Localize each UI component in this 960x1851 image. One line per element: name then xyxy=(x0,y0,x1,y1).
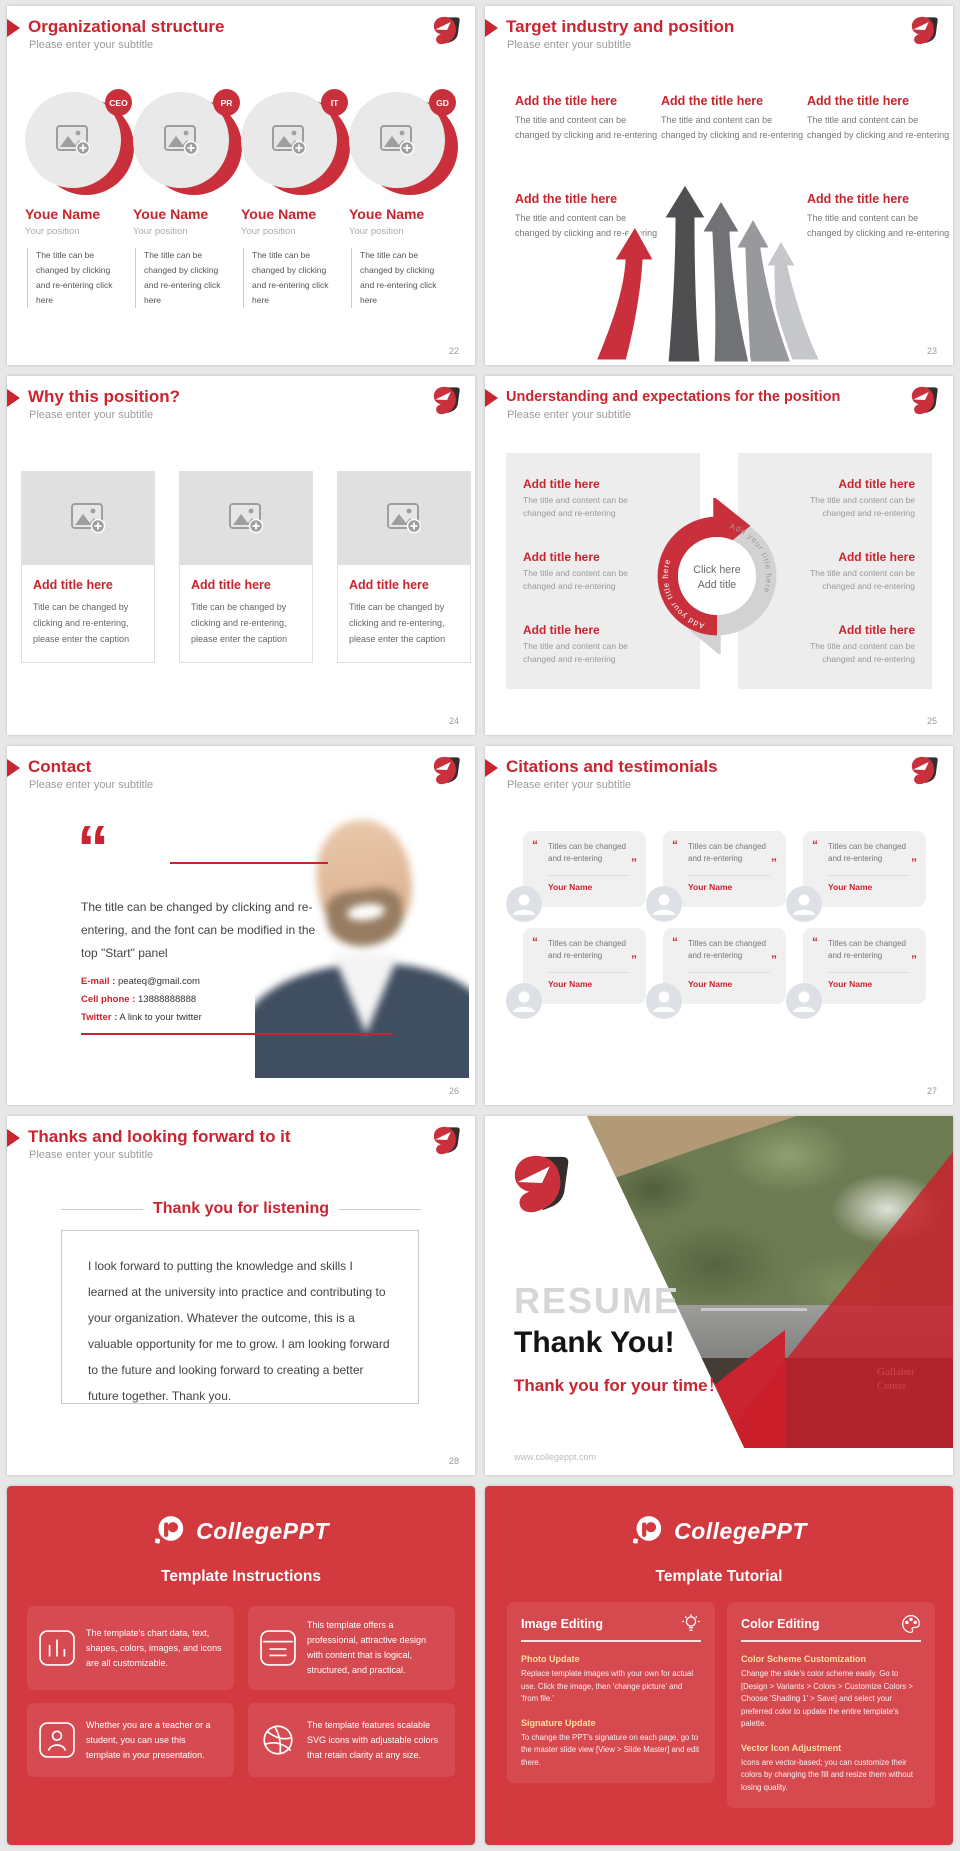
person-avatar-icon xyxy=(646,983,682,1019)
member-name: Youe Name xyxy=(133,206,209,222)
instruction-text: This template offers a professional, attractive design with content that is logical, structured, and practical. xyxy=(307,1620,427,1675)
image-card xyxy=(21,471,155,663)
role-badge: IT xyxy=(321,89,348,116)
person-avatar-icon xyxy=(786,886,822,922)
image-placeholder-icon xyxy=(229,503,263,534)
arc-label-left: Add your title here xyxy=(660,557,706,631)
brand-name: CollegePPT xyxy=(196,1517,329,1544)
item-body: The title and content can be changed and re-entering xyxy=(523,568,628,591)
divider-line xyxy=(170,862,328,864)
image-placeholder-icon xyxy=(71,503,105,534)
testimonial-text: Titles can be changed and re-entering xyxy=(688,939,766,960)
testimonial-name: Your Name xyxy=(548,882,593,892)
instruction-text: Whether you are a teacher or a student, you can use this template in your presentation. xyxy=(86,1719,211,1760)
title-arrow-icon xyxy=(7,759,20,777)
testimonial-text: Titles can be changed and re-entering xyxy=(688,842,766,863)
person-badge-icon xyxy=(39,1722,75,1758)
field-value[interactable]: peateq@gmail.com xyxy=(117,976,200,987)
item-title: Add title here xyxy=(523,550,600,564)
slide-title: Thanks and looking forward to it xyxy=(28,1127,291,1146)
slide-subtitle: Please enter your subtitle xyxy=(507,39,632,51)
contact-field xyxy=(81,994,202,1005)
brand-r-logo-icon xyxy=(432,15,462,45)
quote-close-icon: ” xyxy=(911,953,917,967)
slide-thanks[interactable] xyxy=(7,1116,475,1475)
org-member xyxy=(133,92,231,308)
member-desc: The title can be changed by clicking and re-entering click here xyxy=(135,248,224,308)
contact-field xyxy=(81,1012,202,1023)
brand-row xyxy=(485,1514,953,1548)
page-number: 25 xyxy=(926,716,937,726)
block-title: Add the title here xyxy=(661,94,764,108)
dribbble-ball-icon xyxy=(260,1722,296,1758)
image-placeholder-icon xyxy=(387,503,421,534)
quote-open-icon: “ xyxy=(812,838,818,852)
item-title: Add title here xyxy=(838,623,915,637)
card-body: Title can be changed by clicking and re-entering, please enter the caption xyxy=(191,602,288,644)
page-number: 28 xyxy=(448,1456,459,1466)
thanks-heading: Thank you for listening xyxy=(153,1200,330,1217)
section-heading: Signature Update xyxy=(521,1717,596,1728)
section-heading: Color Scheme Customization xyxy=(741,1654,867,1664)
slide-subtitle: Please enter your subtitle xyxy=(29,39,154,51)
title-arrow-icon xyxy=(7,19,20,37)
brand-r-logo-icon xyxy=(910,385,940,415)
bar-chart-icon xyxy=(39,1630,75,1666)
item-body: The title and content can be changed and re-entering xyxy=(523,641,628,664)
lightbulb-icon xyxy=(681,1614,701,1634)
quote-close-icon: ” xyxy=(631,953,637,967)
brand-r-logo-icon xyxy=(432,385,462,415)
role-badge: PR xyxy=(213,89,240,116)
text-block xyxy=(661,94,805,143)
instruction-card xyxy=(248,1703,455,1777)
tutorial-column-image-editing xyxy=(507,1602,715,1783)
item-body: The title and content can be changed and re-entering xyxy=(810,568,915,591)
member-position: Your position xyxy=(133,226,188,237)
divider-line xyxy=(688,972,770,973)
slide-organizational-structure[interactable] xyxy=(7,6,475,365)
collegeppt-logo-icon xyxy=(631,1514,665,1548)
slide-subtitle: Please enter your subtitle xyxy=(29,1149,154,1161)
circle-center-line2[interactable]: Add title xyxy=(697,579,737,592)
panel-template-tutorial[interactable] xyxy=(485,1486,953,1845)
slide-subtitle: Please enter your subtitle xyxy=(29,409,154,421)
section-body: Replace template images with your own for actual use. Click the image, then 'change picture' and 'from file.' xyxy=(521,1669,694,1703)
slide-target-industry[interactable] xyxy=(485,6,953,365)
page-number: 24 xyxy=(448,716,459,726)
card-title: Add title here xyxy=(349,578,429,592)
slide-title: Why this position? xyxy=(28,387,181,406)
block-body: The title and content can be changed by clicking and re-entering xyxy=(515,213,658,238)
brand-name: CollegePPT xyxy=(674,1517,807,1544)
member-position: Your position xyxy=(241,226,296,237)
brand-r-logo-icon xyxy=(511,1152,573,1214)
closing-title: Thank You! xyxy=(514,1326,675,1359)
image-placeholder[interactable] xyxy=(337,471,471,565)
quote-close-icon: ” xyxy=(771,953,777,967)
resume-watermark: RESUME xyxy=(514,1280,681,1321)
slide-subtitle: Please enter your subtitle xyxy=(507,779,632,791)
field-label: Twitter : xyxy=(81,1012,118,1023)
item-body: The title and content can be changed and re-entering xyxy=(523,495,628,518)
section-body: To change the PPT's signature on each page, go to the master slide view [View > Slide Master] and edit there. xyxy=(521,1732,700,1767)
thanks-paragraph: I look forward to putting the knowledge and skills I learned at the university into practice and contributing to your organization. Whatever the outcome, this is a valuable opportunity for me to grow. I am looking forward to the future and looking forward to creating a better future together. Thank you. xyxy=(88,1259,390,1403)
item-body: The title and content can be changed and re-entering xyxy=(810,641,915,664)
quote-close-icon: ” xyxy=(911,856,917,870)
card-body: Title can be changed by clicking and re-entering, please enter the caption xyxy=(33,602,130,644)
role-badge: CEO xyxy=(105,89,132,116)
org-member xyxy=(25,92,128,308)
testimonial-card xyxy=(523,928,646,1004)
image-placeholder-icon xyxy=(56,125,90,156)
person-avatar-icon xyxy=(786,983,822,1019)
circular-arrows-diagram xyxy=(639,498,795,654)
testimonial-text: Titles can be changed and re-entering xyxy=(548,842,626,863)
arc-label-right: Add your title here xyxy=(728,521,774,595)
testimonial-card xyxy=(803,928,926,1004)
slide-title: Organizational structure xyxy=(28,17,225,36)
slide-title: Target industry and position xyxy=(506,17,735,36)
brand-r-logo-icon xyxy=(910,15,940,45)
page-number: 27 xyxy=(926,1086,937,1096)
slide-contact[interactable] xyxy=(7,746,475,1105)
contact-fields xyxy=(81,976,202,1030)
person-avatar-icon xyxy=(506,983,542,1019)
quote-open-icon: “ xyxy=(672,838,678,852)
slide-title: Citations and testimonials xyxy=(506,757,718,776)
image-card xyxy=(337,471,471,663)
testimonial-card xyxy=(803,831,926,907)
field-value: 13888888888 xyxy=(138,994,197,1005)
testimonial-name: Your Name xyxy=(828,979,873,989)
block-title: Add the title here xyxy=(807,94,910,108)
image-placeholder-icon xyxy=(272,125,306,156)
instruction-card xyxy=(248,1606,455,1690)
org-member xyxy=(349,92,447,308)
column-header: Color Editing xyxy=(741,1617,820,1631)
section-body: Change the slide's color scheme easily. Go to [Design > Variants > Colors > Customize Colors > Choose 'Shading 1' > Save] and select your preferred color to update the entire template's palette. xyxy=(741,1669,913,1728)
layout-document-icon xyxy=(260,1630,296,1666)
divider-line xyxy=(548,875,630,876)
image-card xyxy=(179,471,313,663)
brand-r-logo-icon xyxy=(432,755,462,785)
item-title: Add title here xyxy=(523,477,600,491)
testimonial-name: Your Name xyxy=(828,882,873,892)
org-member-list xyxy=(25,92,447,308)
block-body: The title and content can be changed by clicking and re-entering xyxy=(661,115,804,140)
image-placeholder-icon xyxy=(164,125,198,156)
divider-line xyxy=(828,972,910,973)
person-avatar-icon xyxy=(646,886,682,922)
panel-heading: Template Instructions xyxy=(161,1568,321,1585)
instruction-text: The template features scalable SVG icons with adjustable colors that retain clarity at any size. xyxy=(307,1719,439,1760)
collegeppt-logo-icon xyxy=(153,1514,187,1548)
card-body: Title can be changed by clicking and re-entering, please enter the caption xyxy=(349,602,446,644)
instruction-text: The template's chart data, text, shapes, colors, images, and icons are all customizable. xyxy=(86,1627,222,1668)
member-name: Youe Name xyxy=(25,206,101,222)
text-block xyxy=(807,94,951,143)
title-arrow-icon xyxy=(485,19,498,37)
section-heading: Vector Icon Adjustment xyxy=(741,1742,842,1753)
member-position: Your position xyxy=(25,226,80,237)
member-desc: The title can be changed by clicking and re-entering click here xyxy=(243,248,332,308)
item-title: Add title here xyxy=(523,623,600,637)
text-block xyxy=(807,192,951,241)
slide-understanding-expectations[interactable] xyxy=(485,376,953,735)
divider-line xyxy=(701,1308,807,1311)
divider-line xyxy=(81,1033,393,1035)
title-arrow-icon xyxy=(485,389,498,407)
panel-heading: Template Tutorial xyxy=(655,1568,783,1585)
instruction-card xyxy=(27,1606,234,1690)
panel-template-instructions[interactable] xyxy=(7,1486,475,1845)
title-arrow-icon xyxy=(7,1129,20,1147)
member-name: Youe Name xyxy=(349,206,425,222)
quote-open-icon: “ xyxy=(532,935,538,949)
card-title: Add title here xyxy=(191,578,271,592)
brand-r-logo-icon xyxy=(910,755,940,785)
member-name: Youe Name xyxy=(241,206,317,222)
person-avatar-icon xyxy=(506,886,542,922)
instruction-items xyxy=(27,1606,455,1777)
brand-r-logo-icon xyxy=(432,1125,462,1155)
divider-line xyxy=(688,875,770,876)
testimonial-text: Titles can be changed and re-entering xyxy=(828,842,906,863)
page-number: 22 xyxy=(448,346,459,356)
title-arrow-icon xyxy=(485,759,498,777)
divider-line xyxy=(828,875,910,876)
block-body: The title and content can be changed by clicking and re-entering xyxy=(807,213,950,238)
testimonial-text: Titles can be changed and re-entering xyxy=(828,939,906,960)
growth-arrows-graphic xyxy=(597,165,827,365)
block-title: Add the title here xyxy=(807,192,910,206)
field-label: Cell phone : xyxy=(81,994,136,1005)
testimonial-card xyxy=(663,928,786,1004)
divider-line xyxy=(61,1209,143,1210)
page-number: 26 xyxy=(448,1086,459,1096)
item-title: Add title here xyxy=(838,477,915,491)
quote-icon: “ xyxy=(77,812,105,884)
website-url[interactable]: www.collegeppt.com xyxy=(514,1452,597,1462)
quote-open-icon: “ xyxy=(672,935,678,949)
contact-paragraph: The title can be changed by clicking and re-entering, and the font can be modified in the top "Start" panel xyxy=(81,900,316,960)
page-number: 23 xyxy=(926,346,937,356)
item-title: Add title here xyxy=(838,550,915,564)
title-arrow-icon xyxy=(7,389,20,407)
instruction-card xyxy=(27,1703,234,1777)
thanks-heading-row xyxy=(61,1200,421,1218)
member-desc: The title can be changed by clicking and re-entering click here xyxy=(351,248,440,308)
testimonial-text: Titles can be changed and re-entering xyxy=(548,939,626,960)
testimonial-name: Your Name xyxy=(548,979,593,989)
field-value[interactable]: A link to your twitter xyxy=(119,1012,202,1023)
testimonial-name: Your Name xyxy=(688,979,733,989)
image-placeholder[interactable] xyxy=(21,471,155,565)
block-title: Add the title here xyxy=(515,94,618,108)
circle-center-line1[interactable]: Click here xyxy=(693,564,741,577)
testimonial-name: Your Name xyxy=(688,882,733,892)
slide-title: Contact xyxy=(28,757,92,776)
block-body: The title and content can be changed by clicking and re-entering xyxy=(807,115,950,140)
divider-line xyxy=(548,972,630,973)
divider-line xyxy=(339,1209,421,1210)
quote-open-icon: “ xyxy=(812,935,818,949)
testimonial-card xyxy=(523,831,646,907)
member-desc: The title can be changed by clicking and re-entering click here xyxy=(27,248,116,308)
slide-citations-testimonials[interactable] xyxy=(485,746,953,1105)
slide-why-this-position[interactable] xyxy=(7,376,475,735)
text-block xyxy=(515,94,659,143)
slide-subtitle: Please enter your subtitle xyxy=(29,779,154,791)
thanks-text-box xyxy=(61,1230,419,1404)
org-member xyxy=(241,92,339,308)
role-badge: GD xyxy=(429,89,456,116)
quote-open-icon: “ xyxy=(532,838,538,852)
image-placeholder[interactable] xyxy=(179,471,313,565)
card-title: Add title here xyxy=(33,578,113,592)
brand-row xyxy=(7,1514,475,1548)
item-body: The title and content can be changed and re-entering xyxy=(810,495,915,518)
block-title: Add the title here xyxy=(515,192,618,206)
testimonial-card xyxy=(663,831,786,907)
section-body: Icons are vector-based; you can customize their colors by changing the fill and resize them without losing quality. xyxy=(741,1757,914,1792)
column-header: Image Editing xyxy=(521,1617,603,1631)
quote-close-icon: ” xyxy=(771,856,777,870)
slide-closing-thank-you[interactable] xyxy=(485,1116,953,1475)
quote-close-icon: ” xyxy=(631,856,637,870)
closing-subtitle: Thank you for your time！ xyxy=(514,1376,725,1395)
contact-field xyxy=(81,976,202,987)
member-position: Your position xyxy=(349,226,404,237)
palette-icon xyxy=(901,1614,921,1634)
block-body: The title and content can be changed by clicking and re-entering xyxy=(515,115,658,140)
section-heading: Photo Update xyxy=(521,1654,580,1664)
image-placeholder-icon xyxy=(380,125,414,156)
tutorial-column-color-editing xyxy=(727,1602,935,1808)
slide-title: Understanding and expectations for the position xyxy=(506,389,841,405)
slide-subtitle: Please enter your subtitle xyxy=(507,409,632,421)
field-label: E-mail : xyxy=(81,976,116,987)
tutorial-columns xyxy=(507,1602,935,1808)
